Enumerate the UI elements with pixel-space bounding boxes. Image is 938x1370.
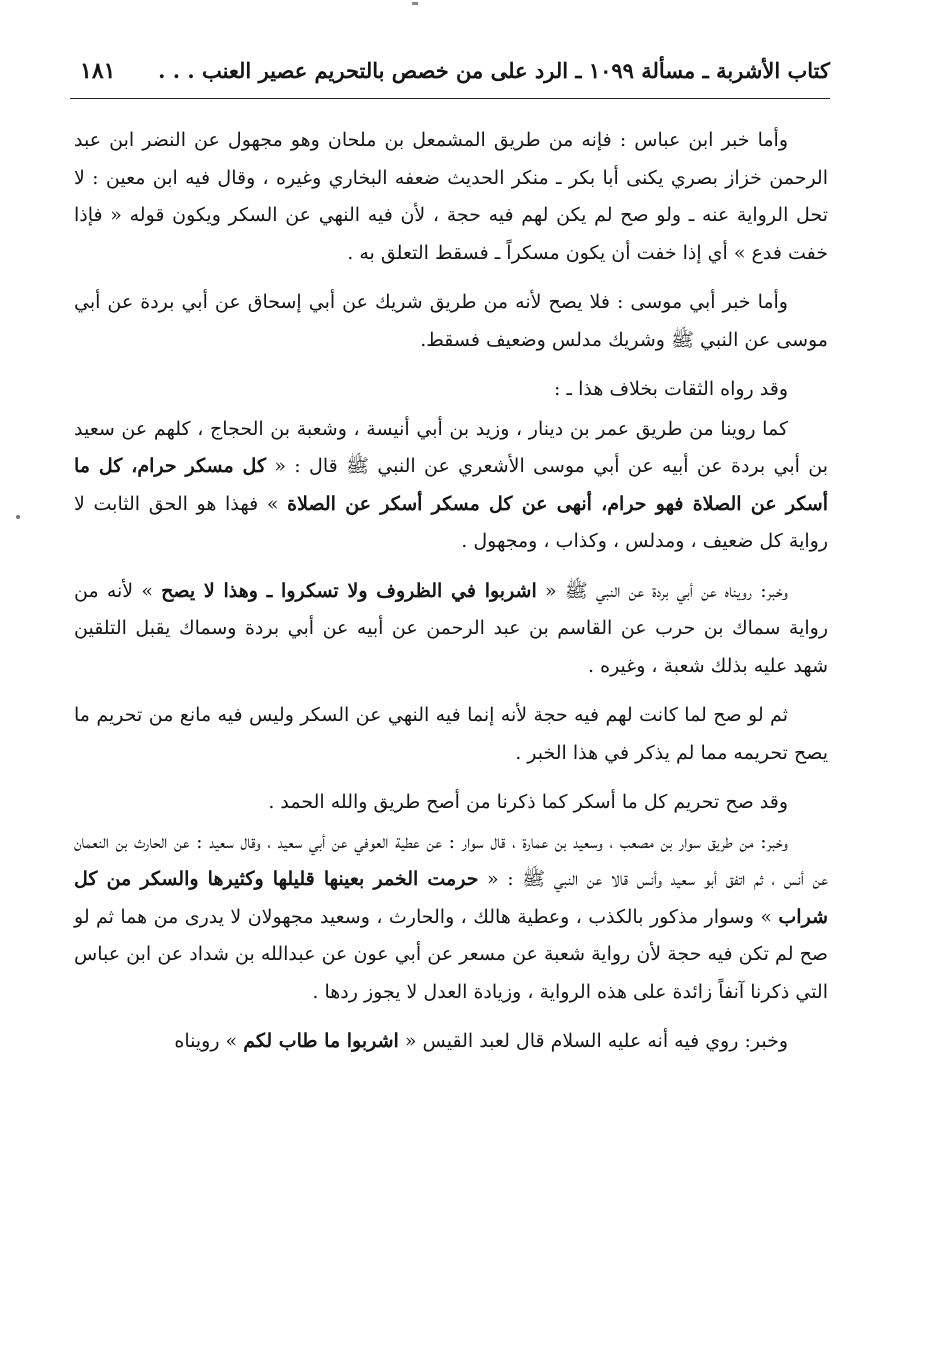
hadith-text-bold: حرمت الخمر بعينها قليلها وكثيرها والسكر من كل شراب: [74, 868, 828, 928]
paragraph: [74, 784, 828, 822]
paragraph: [74, 824, 828, 1012]
paragraph: [74, 122, 828, 272]
page-number: ١٨١: [80, 58, 116, 84]
paragraph-text: وخبر: روي فيه أنه عليه السلام قال لعبد القيس «: [398, 1030, 788, 1052]
ink-speck: [412, 2, 418, 5]
hadith-text-bold: اشربوا في الظروف ولا تسكروا ـ وهذا لا يصح: [161, 579, 537, 602]
paragraph-text: » وسوار مذكور بالكذب ، وعطية هالك ، والحارث ، وسعيد مجهولان لا يدرى من هما ثم لو صح لم تكن فيه حجة لأن رواية شعبة عن مسعر عن أبي عون عن عبدالله بن شداد عن ابن عباس التي ذكرنا آنفاً زائدة على هذه الرواية ، وزيادة العدل لا يجوز ردها .: [74, 905, 828, 1003]
header-divider: [70, 98, 830, 99]
hadith-text-bold: اشربوا ما طاب لكم: [243, 1030, 399, 1052]
paragraph-text: وخبر: من طريق سوار بن مصعب ، وسعيد بن عمارة ، قال سوار : عن عطية العوفي عن أبي سعيد ، وقال سعيد : عن الحارث بن النعمان عن أنس ، ثم اتفق أبو سعيد وأنس قالا عن النبي ﷺ : «: [74, 830, 828, 890]
paragraph-text: وأما خبر أبي موسى : فلا يصح لأنه من طريق شريك عن أبي إسحاق عن أبي بردة عن أبي موسى عن النبي ﷺ وشريك مدلس وضعيف فسقط.: [74, 291, 828, 351]
paragraph: [74, 697, 828, 772]
running-header: [70, 54, 830, 94]
paragraph: [74, 573, 828, 686]
paragraph-text: ثم لو صح لما كانت لهم فيه حجة لأنه إنما فيه النهي عن السكر وليس فيه مانع من تحريم ما يصح تحريمه مما لم يذكر في هذا الخبر .: [74, 704, 828, 764]
header-title: كتاب الأشربة ـ مسألة ١٠٩٩ ـ الرد على من خصص بالتحريم عصير العنب . . .: [158, 58, 830, 83]
ink-speck: [16, 515, 20, 519]
paragraph-text: وأما خبر ابن عباس : فإنه من طريق المشمعل بن ملحان وهو مجهول عن النضر ابن عبد الرحمن خزاز بصري يكنى أبا بكر ـ منكر الحديث ضعفه البخاري وغيره ، وقال فيه ابن معين : لا تحل الرواية عنه ـ ولو صح لم يكن لهم فيه حجة ، لأن فيه النهي عن السكر ويكون قوله « فإذا خفت فدع » أي إذا خفت أن يكون مسكراً ـ فسقط التعلق به .: [74, 129, 828, 264]
paragraph-text: » فهذا هو الحق الثابت لا رواية كل ضعيف ، ومدلس ، وكذاب ، ومجهول .: [74, 492, 828, 552]
paragraph-text: وخبر: رويناه عن أبي بردة عن النبي ﷺ «: [536, 579, 789, 602]
paragraph-text: » رويناه: [174, 1030, 244, 1052]
hadith-text-bold: كل مسكر حرام، كل ما أسكر عن الصلاة فهو حرام، أنهى عن كل مسكر أسكر عن الصلاة: [74, 455, 828, 515]
page-body: [74, 122, 828, 1073]
paragraph-text: » لأنه من رواية سماك بن حرب عن القاسم بن عبد الرحمن عن أبيه عن أبي بردة وسماك يقبل التلقين شهد عليه بذلك شعبة ، وغيره .: [74, 579, 828, 677]
paragraph-text: وقد صح تحريم كل ما أسكر كما ذكرنا من أصح طريق والله الحمد .: [268, 791, 788, 813]
paragraph: [74, 284, 828, 359]
paragraph: [74, 1023, 828, 1061]
paragraph: [74, 411, 828, 561]
paragraph-text: وقد رواه الثقات بخلاف هذا ـ :: [554, 378, 788, 400]
paragraph-text: كما روينا من طريق عمر بن دينار ، وزيد بن أبي أنيسة ، وشعبة بن الحجاج ، كلهم عن سعيد بن أبي بردة عن أبيه عن أبي موسى الأشعري عن النبي ﷺ قال : «: [74, 417, 828, 477]
paragraph: [74, 371, 828, 409]
